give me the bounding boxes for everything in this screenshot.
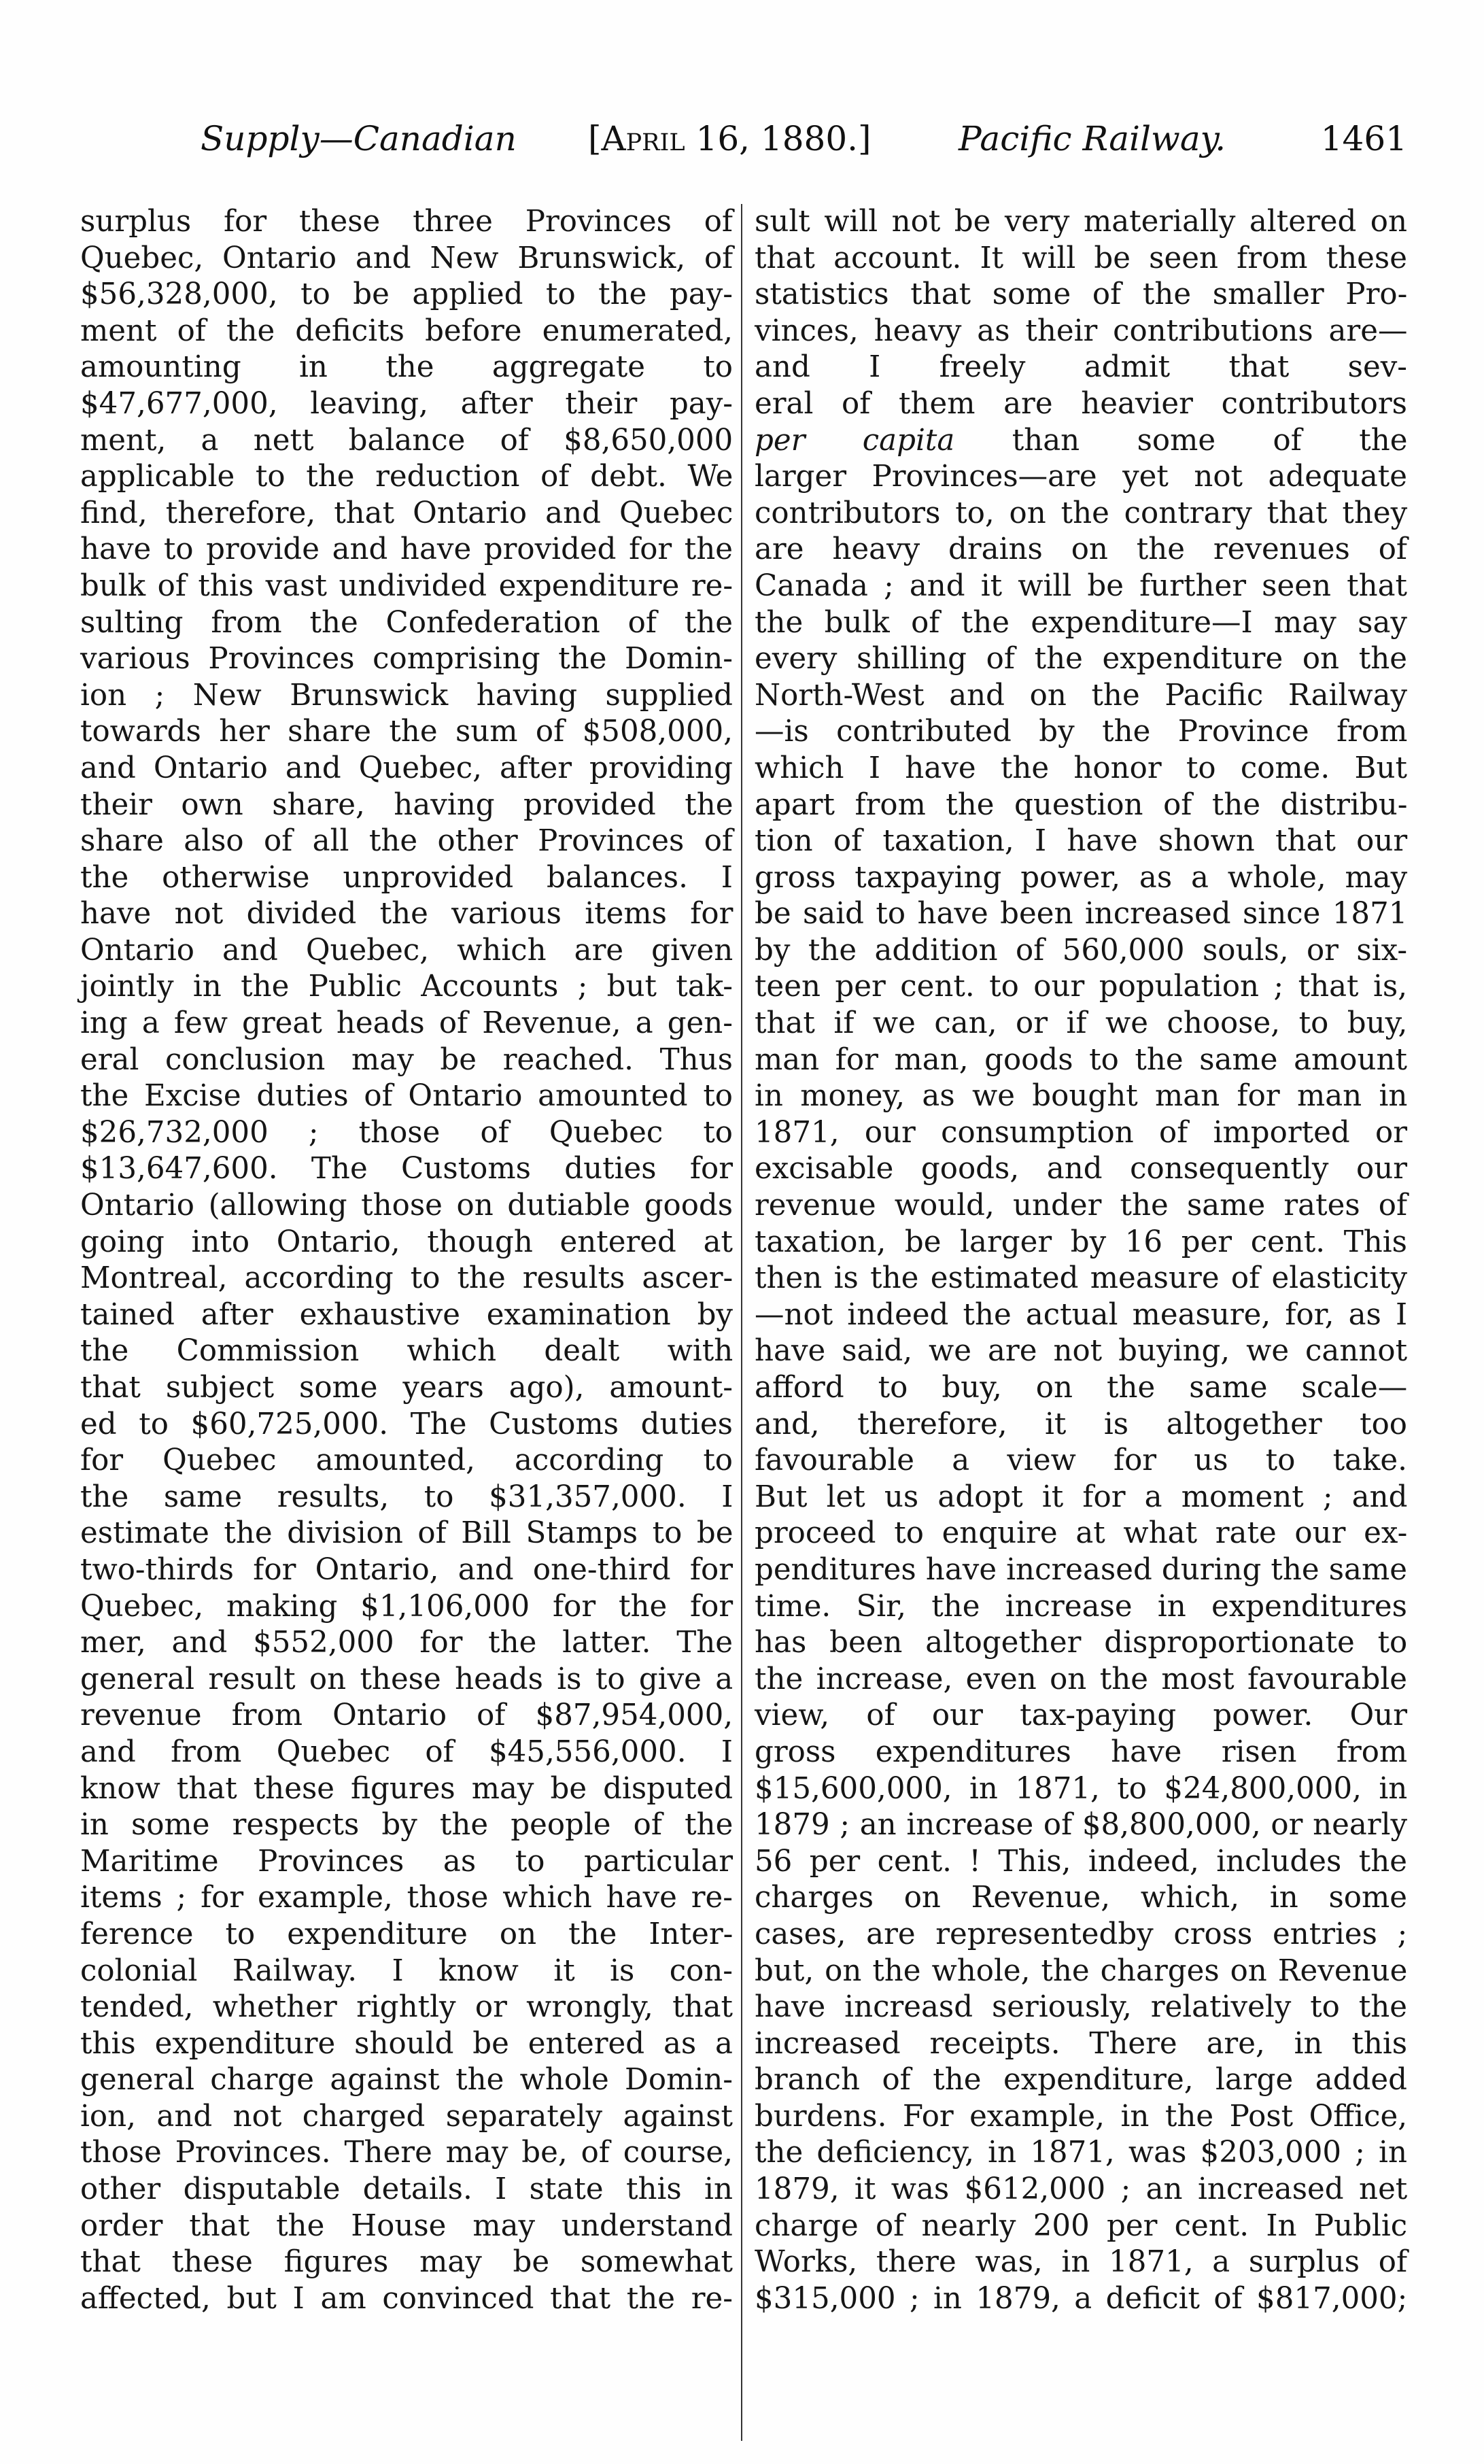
text-line: view, of our tax-paying power. Our — [755, 1698, 1407, 1733]
text-line: by the addition of 560,000 souls, or six- — [755, 933, 1408, 968]
text-line: branch of the expenditure, large added — [755, 2063, 1407, 2098]
text-line: Maritime Provinces as to particular — [80, 1844, 733, 1879]
text-line: afford to buy, on the same scale— — [755, 1371, 1408, 1405]
text-line: various Provinces comprising the Domin- — [80, 642, 733, 677]
text-line: increased receipts. There are, in this — [755, 2026, 1408, 2061]
header-date-open-bracket: [ — [588, 119, 602, 158]
text-line: ing a few great heads of Revenue, a gen- — [80, 1006, 734, 1041]
header-left-title: Supply—Canadian — [201, 119, 517, 158]
text-line: tion of taxation, I have shown that our — [755, 824, 1408, 859]
text-line: that subject some years ago), amount- — [80, 1371, 733, 1405]
text-line: sulting from the Confederation of the — [80, 605, 733, 640]
column-divider — [741, 204, 742, 2441]
text-line: $26,732,000 ; those of Quebec to — [80, 1115, 733, 1150]
text-line: which I have the honor to come. But — [755, 751, 1407, 785]
text-line: in some respects by the people of the — [80, 1808, 734, 1843]
text-line: that if we can, or if we choose, to buy, — [755, 1006, 1408, 1041]
text-line: share also of all the other Provinces of — [80, 824, 733, 859]
text-line: ment of the deficits before enumerated, — [80, 313, 733, 348]
text-line: $56,328,000, to be applied to the pay- — [80, 277, 733, 312]
text-line: Quebec, making $1,106,000 for the for — [80, 1589, 734, 1624]
text-line: Ontario (allowing those on dutiable goods — [80, 1188, 734, 1223]
text-line: tended, whether rightly or wrongly, that — [80, 1990, 733, 2025]
text-line: but, on the whole, the charges on Revenue — [755, 1953, 1408, 1988]
text-line: charges on Revenue, which, in some — [755, 1881, 1407, 1915]
text-line: in money, as we bought man for man in — [755, 1079, 1408, 1114]
text-line: apart from the question of the distribu- — [755, 787, 1408, 822]
text-line: the same results, to $31,357,000. I — [80, 1479, 734, 1514]
text-line: taxation, be larger by 16 per cent. This — [755, 1225, 1407, 1259]
header-date — [588, 119, 872, 158]
text-line: cases, are representedby cross entries ; — [755, 1917, 1408, 1951]
header-right-title: Pacific Railway. — [959, 119, 1226, 158]
text-line: general result on these heads is to give a — [80, 1662, 734, 1696]
text-line: estimate the division of Bill Stamps to be — [80, 1516, 734, 1551]
text-line: items ; for example, those which have re- — [80, 1881, 733, 1915]
text-line: sult will not be very materially altered on — [755, 205, 1407, 239]
text-line: —not indeed the actual measure, for, as I — [755, 1297, 1408, 1332]
text-line: towards her share the sum of $508,000, — [80, 715, 733, 749]
text-line: and Ontario and Quebec, after providing — [80, 751, 733, 785]
right-column — [755, 204, 1407, 2317]
text-line: ment, a nett balance of $8,650,000 — [80, 423, 734, 458]
running-header — [150, 119, 1407, 180]
text-line: burdens. For example, in the Post Office, — [755, 2099, 1408, 2134]
text-line: But let us adopt it for a moment ; and — [755, 1479, 1408, 1514]
text-line: bulk of this vast undivided expenditure re- — [80, 568, 734, 603]
text-line: excisable goods, and consequently our — [755, 1152, 1407, 1186]
text-line: jointly in the Public Accounts ; but tak- — [80, 970, 733, 1004]
text-line: the increase, even on the most favourable — [755, 1662, 1407, 1696]
text-line: Quebec, Ontario and New Brunswick, of — [80, 241, 734, 275]
text-line: larger Provinces—are yet not adequate — [755, 460, 1407, 494]
text-line: Works, there was, in 1871, a surplus of — [755, 2245, 1408, 2280]
text-line: have to provide and have provided for the — [80, 532, 733, 567]
text-line: North-West and on the Pacific Railway — [755, 678, 1408, 713]
text-line: eral conclusion may be reached. Thus — [80, 1042, 733, 1077]
text-line: $315,000 ; in 1879, a deficit of $817,000; — [755, 2281, 1408, 2316]
text-line: ed to $60,725,000. The Customs duties — [80, 1407, 733, 1441]
text-line: the Excise duties of Ontario amounted to — [80, 1079, 733, 1114]
text-line: other disputable details. I state this in — [80, 2172, 733, 2207]
text-line: Canada ; and it will be further seen that — [755, 568, 1407, 603]
text-line: the deficiency, in 1871, was $203,000 ; in — [755, 2136, 1407, 2170]
text-line: Montreal, according to the results ascer- — [80, 1261, 734, 1296]
left-column — [80, 204, 733, 2317]
text-line: proceed to enquire at what rate our ex- — [755, 1516, 1408, 1551]
text-line: their own share, having provided the — [80, 787, 734, 822]
text-line: tained after exhaustive examination by — [80, 1297, 733, 1332]
text-line: the bulk of the expenditure—I may say — [755, 605, 1407, 640]
text-line: have increasd seriously, relatively to the — [755, 1990, 1407, 2025]
text-line: and, therefore, it is altogether too — [755, 1407, 1407, 1441]
text-line: statistics that some of the smaller Pro- — [755, 277, 1408, 312]
text-line: ference to expenditure on the Inter- — [80, 1917, 734, 1951]
text-line: revenue would, under the same rates of — [755, 1188, 1408, 1223]
text-line: man for man, goods to the same amount — [755, 1042, 1407, 1077]
text-line: vinces, heavy as their contributions are— — [755, 313, 1408, 348]
text-line: surplus for these three Provinces of — [80, 205, 734, 239]
text-line: Ontario and Quebec, which are given — [80, 933, 734, 968]
text-line: eral of them are heavier contributors — [755, 386, 1407, 421]
text-line: 1871, our consumption of imported or — [755, 1115, 1407, 1150]
text-line: two-thirds for Ontario, and one-third for — [80, 1552, 733, 1587]
text-line: this expenditure should be entered as a — [80, 2026, 733, 2061]
text-line: 1879 ; an increase of $8,800,000, or nearly — [755, 1808, 1408, 1843]
text-line: those Provinces. There may be, of course, — [80, 2136, 733, 2170]
text-line: general charge against the whole Domin- — [80, 2063, 733, 2098]
text-line: favourable a view for us to take. — [755, 1443, 1407, 1478]
text-line: that these figures may be somewhat — [80, 2245, 733, 2280]
text-line: and from Quebec of $45,556,000. I — [80, 1734, 733, 1769]
text-line: gross taxpaying power, as a whole, may — [755, 860, 1408, 895]
page-number: 1461 — [1320, 119, 1407, 158]
text-line: for Quebec amounted, according to — [80, 1443, 733, 1478]
text-line: and I freely admit that sev- — [755, 350, 1407, 385]
text-line: $47,677,000, leaving, after their pay- — [80, 386, 733, 421]
text-line: per capita than some of the — [755, 423, 1408, 458]
text-line: applicable to the reduction of debt. We — [80, 460, 734, 494]
text-line: ion ; New Brunswick having supplied — [80, 678, 733, 713]
text-line: then is the estimated measure of elasticity — [755, 1261, 1408, 1296]
text-line: gross expenditures have risen from — [755, 1734, 1408, 1769]
text-line: amounting in the aggregate to — [80, 350, 733, 385]
text-line: have said, we are not buying, we cannot — [755, 1334, 1408, 1369]
text-line: penditures have increased during the same — [755, 1552, 1407, 1587]
text-line: that account. It will be seen from these — [755, 241, 1407, 275]
text-line: know that these figures may be disputed — [80, 1771, 734, 1806]
header-date-month: April — [601, 119, 685, 158]
text-line: have not divided the various items for — [80, 897, 734, 931]
header-date-rest: 16, 1880.] — [685, 119, 872, 158]
text-line: order that the House may understand — [80, 2208, 733, 2243]
text-line: charge of nearly 200 per cent. In Public — [755, 2208, 1408, 2243]
text-line: 56 per cent. ! This, indeed, includes the — [755, 1844, 1407, 1879]
text-line: mer, and $552,000 for the latter. The — [80, 1626, 733, 1660]
text-line: revenue from Ontario of $87,954,000, — [80, 1698, 734, 1733]
text-line: —is contributed by the Province from — [755, 715, 1408, 749]
text-line: ion, and not charged separately against — [80, 2099, 733, 2134]
text-line: has been altogether disproportionate to — [755, 1626, 1408, 1660]
text-line: time. Sir, the increase in expenditures — [755, 1589, 1407, 1624]
text-line: every shilling of the expenditure on the — [755, 642, 1407, 677]
text-line: are heavy drains on the revenues of — [755, 532, 1407, 567]
text-line: find, therefore, that Ontario and Quebec — [80, 496, 734, 530]
text-line: the otherwise unprovided balances. I — [80, 860, 733, 895]
text-line: going into Ontario, though entered at — [80, 1225, 733, 1259]
text-line: $15,600,000, in 1871, to $24,800,000, in — [755, 1771, 1408, 1806]
text-line: colonial Railway. I know it is con- — [80, 1953, 733, 1988]
text-line: 1879, it was $612,000 ; an increased net — [755, 2172, 1408, 2207]
text-line: affected, but I am convinced that the re- — [80, 2281, 733, 2316]
text-line: $13,647,600. The Customs duties for — [80, 1152, 733, 1186]
text-line: the Commission which dealt with — [80, 1334, 734, 1369]
text-line: be said to have been increased since 1871 — [755, 897, 1408, 931]
text-line: teen per cent. to our population ; that is, — [755, 970, 1408, 1004]
text-line: contributors to, on the contrary that they — [755, 496, 1408, 530]
